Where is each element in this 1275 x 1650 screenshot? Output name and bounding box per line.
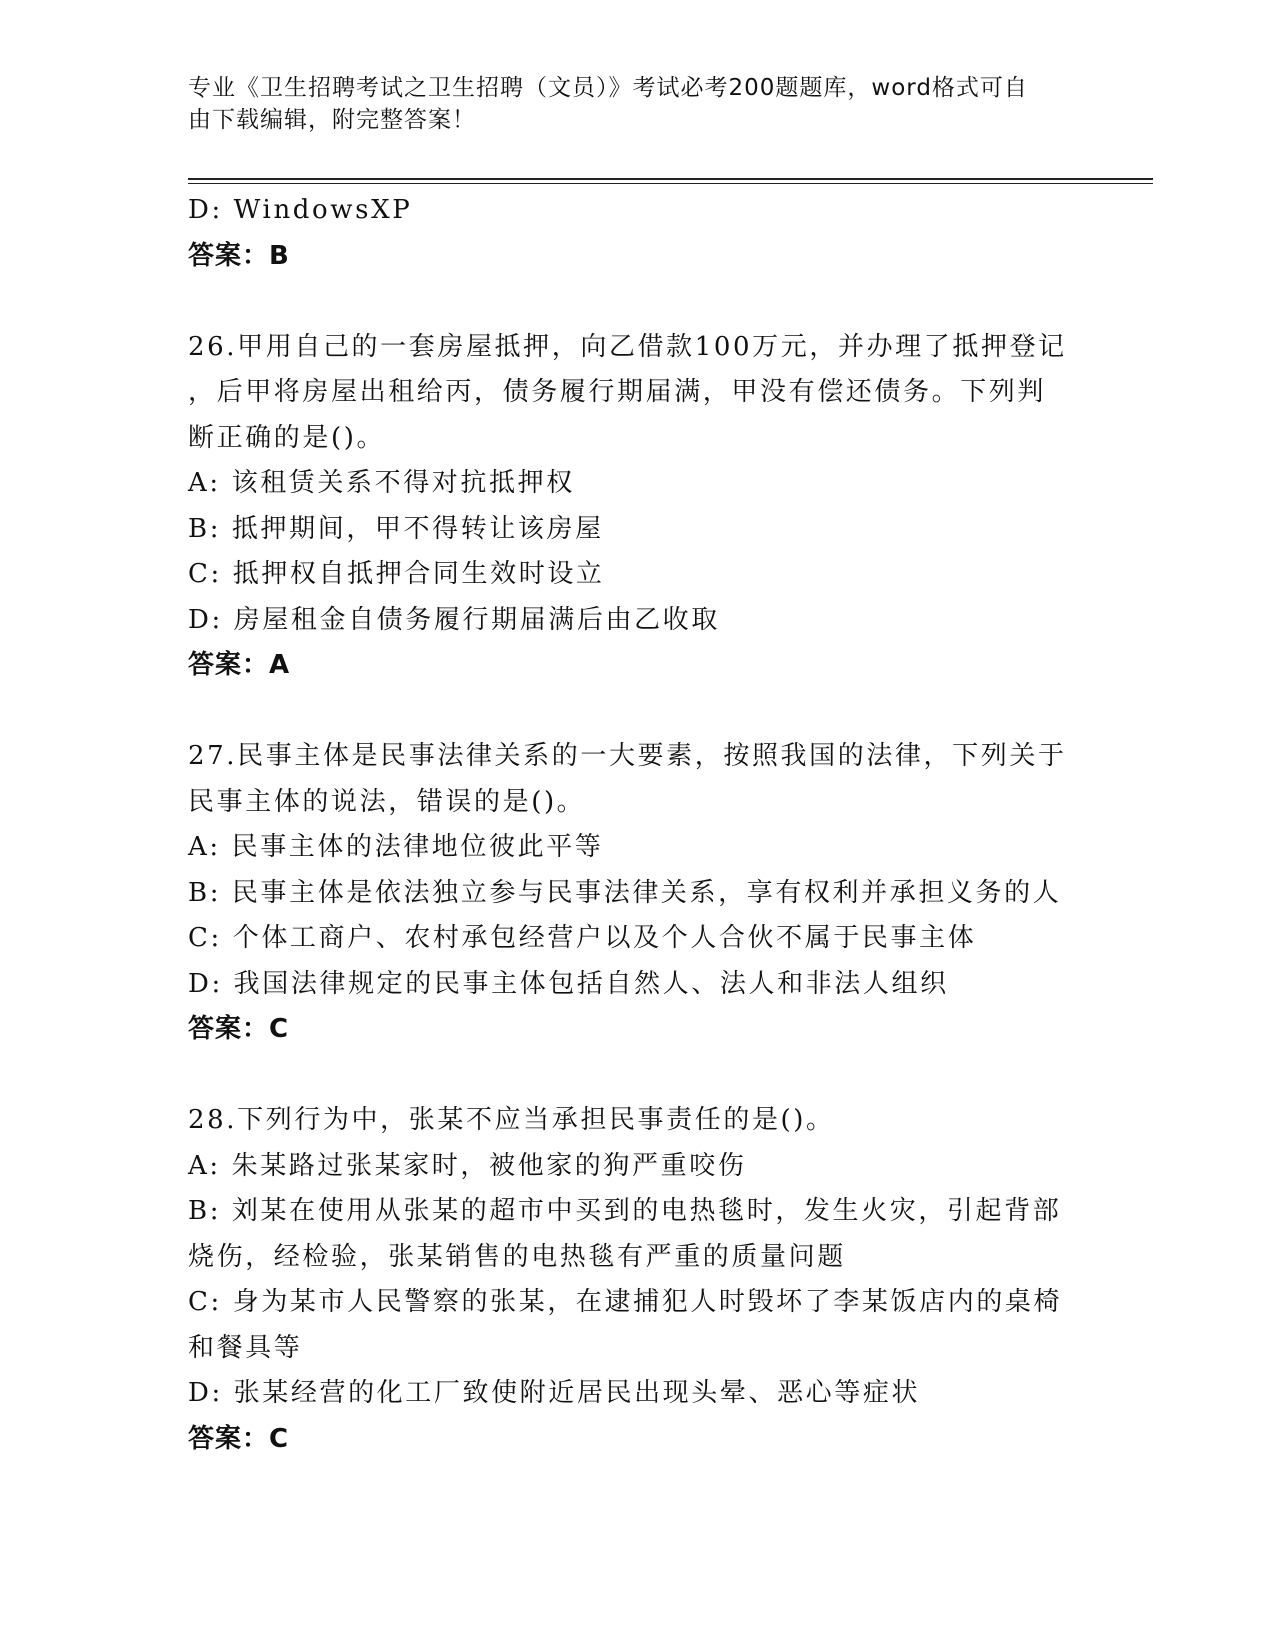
question-stem-line: 民事主体的说法，错误的是()。 (188, 786, 586, 817)
question-26 (188, 325, 1088, 689)
question-stem-line: 26.甲用自己的一套房屋抵押，向乙借款100万元，并办理了抵押登记 (188, 331, 1067, 362)
answer-line: 答案：B (188, 240, 290, 271)
question-content (188, 188, 1088, 1462)
option-a: A: 该租赁关系不得对抗抵押权 (188, 468, 575, 498)
option-d: D: WindowsXP (188, 195, 413, 225)
header-rule-thick (188, 178, 1153, 180)
question-28 (188, 1098, 1088, 1462)
spacer (188, 1053, 1088, 1099)
answer-line: 答案：C (188, 1014, 290, 1044)
option-b-continued: 烧伤，经检验，张某销售的电热毯有严重的质量问题 (188, 1241, 846, 1272)
spacer (188, 689, 1088, 735)
option-d: D: 房屋租金自债务履行期届满后由乙收取 (188, 604, 720, 635)
option-c: C: 抵押权自抵押合同生效时设立 (188, 559, 605, 589)
question-27 (188, 734, 1088, 1053)
page-header (188, 72, 1068, 136)
question-stem-line: 27.民事主体是民事法律关系的一大要素，按照我国的法律，下列关于 (188, 741, 1067, 771)
answer-line: 答案：A (188, 650, 291, 680)
option-c: C: 个体工商户、农村承包经营户以及个人合伙不属于民事主体 (188, 923, 977, 953)
option-a: A: 民事主体的法律地位彼此平等 (188, 832, 604, 862)
option-d: D: 张某经营的化工厂致使附近居民出现头晕、恶心等症状 (188, 1378, 921, 1408)
answer-line: 答案：C (188, 1423, 290, 1454)
option-c-continued: 和餐具等 (188, 1332, 303, 1363)
option-a: A: 朱某路过张某家时，被他家的狗严重咬伤 (188, 1150, 747, 1181)
option-b: B: 民事主体是依法独立参与民事法律关系，享有权利并承担义务的人 (188, 877, 1062, 908)
spacer (188, 279, 1088, 325)
option-c: C: 身为某市人民警察的张某，在逮捕犯人时毁坏了李某饭店内的桌椅 (188, 1287, 1063, 1317)
question-stem-line: 断正确的是()。 (188, 422, 386, 453)
header-line-1: 专业《卫生招聘考试之卫生招聘（文员）》考试必考200题题库，word格式可自 (188, 75, 1028, 101)
question-stem-line: ，后甲将房屋出租给丙，债务履行期届满，甲没有偿还债务。下列判 (188, 377, 1047, 407)
header-rule-thin (188, 183, 1153, 184)
option-b: B: 抵押期间，甲不得转让该房屋 (188, 513, 604, 544)
header-line-2: 由下载编辑，附完整答案！ (188, 107, 476, 133)
question-stem-line: 28.下列行为中，张某不应当承担民事责任的是()。 (188, 1105, 835, 1135)
option-b: B: 刘某在使用从张某的超市中买到的电热毯时，发生火灾，引起背部 (188, 1196, 1062, 1226)
previous-question-tail (188, 188, 1088, 279)
option-d: D: 我国法律规定的民事主体包括自然人、法人和非法人组织 (188, 968, 949, 999)
